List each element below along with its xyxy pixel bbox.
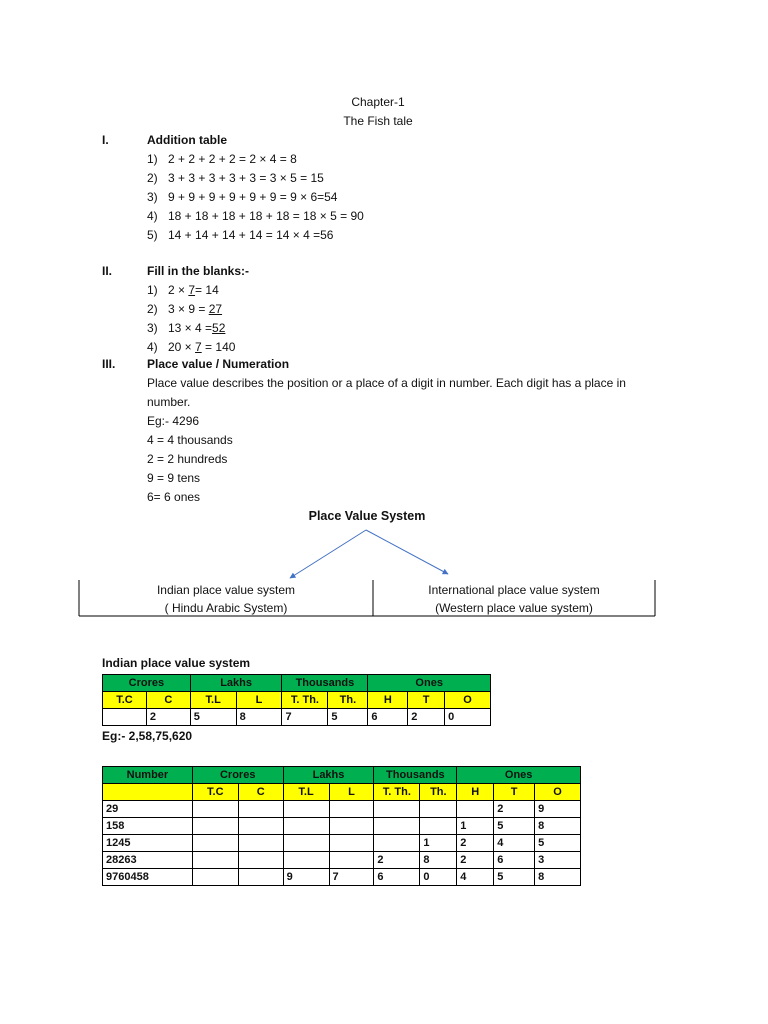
place-header: T — [494, 784, 535, 801]
digit-cell: 0 — [445, 709, 491, 726]
number-cell: 28263 — [103, 852, 193, 869]
digit-cell — [329, 818, 374, 835]
place-header: T. Th. — [374, 784, 420, 801]
digit-cell: 5 — [494, 818, 535, 835]
digit-cell: 2 — [146, 709, 190, 726]
blank-answer: 52 — [212, 321, 226, 335]
digit-cell: 2 — [374, 852, 420, 869]
digit-cell: 2 — [494, 801, 535, 818]
place-header: O — [535, 784, 581, 801]
number-cell: 9760458 — [103, 869, 193, 886]
digit-cell — [283, 801, 329, 818]
chapter-title: The Fish tale — [343, 114, 413, 128]
digit-cell: 5 — [328, 709, 368, 726]
digit-cell: 7 — [329, 869, 374, 886]
place-header: L — [236, 692, 282, 709]
indian-system-sublabel: ( Hindu Arabic System) — [164, 601, 288, 615]
digit-cell: 8 — [535, 869, 581, 886]
group-header: Crores — [103, 675, 191, 692]
list-number: 4) — [147, 340, 158, 354]
digit-cell — [238, 818, 283, 835]
digit-cell: 4 — [457, 869, 494, 886]
digit-cell — [192, 852, 238, 869]
digit-cell — [420, 801, 457, 818]
number-header: Number — [103, 767, 193, 784]
equation-prefix: 13 × 4 = — [168, 321, 213, 335]
digit-cell — [238, 852, 283, 869]
digit-cell: 2 — [457, 835, 494, 852]
place-header: T.L — [190, 692, 236, 709]
addition-equation: 2 + 2 + 2 + 2 = 2 × 4 = 8 — [168, 152, 297, 166]
place-value-chart-table — [102, 766, 581, 886]
list-number: 5) — [147, 228, 158, 242]
equation-prefix: 3 × 9 = — [168, 302, 209, 316]
indian-system-label: Indian place value system — [156, 583, 296, 597]
diagram-title: Place Value System — [308, 509, 426, 523]
place-header: O — [445, 692, 491, 709]
example-line: 4 = 4 thousands — [147, 433, 233, 447]
digit-cell: 2 — [457, 852, 494, 869]
digit-cell: 8 — [420, 852, 457, 869]
digit-cell: 7 — [282, 709, 328, 726]
digit-cell — [283, 852, 329, 869]
digit-cell: 9 — [283, 869, 329, 886]
table-row — [103, 818, 581, 835]
equation-suffix: = 14 — [195, 283, 219, 297]
arrow-left — [290, 530, 366, 578]
blank-answer: 7 — [188, 283, 196, 297]
place-header: L — [329, 784, 374, 801]
digit-cell — [329, 852, 374, 869]
place-header: T.L — [283, 784, 329, 801]
list-number: 3) — [147, 190, 158, 204]
section-numeral-3: III. — [102, 357, 116, 371]
group-header: Thousands — [282, 675, 368, 692]
list-number: 2) — [147, 302, 158, 316]
section-heading-place-value: Place value / Numeration — [147, 357, 290, 371]
digit-cell — [103, 709, 147, 726]
group-header: Ones — [457, 767, 581, 784]
table1-caption: Indian place value system — [102, 656, 251, 670]
section-numeral-2: II. — [102, 264, 113, 278]
digit-cell — [192, 818, 238, 835]
equation-suffix: = 140 — [201, 340, 236, 354]
digit-cell: 2 — [408, 709, 445, 726]
international-system-sublabel: (Western place value system) — [435, 601, 593, 615]
digit-cell — [374, 818, 420, 835]
group-header: Ones — [368, 675, 491, 692]
number-subheader-empty — [103, 784, 193, 801]
number-cell: 1245 — [103, 835, 193, 852]
place-header: T — [408, 692, 445, 709]
place-header: C — [146, 692, 190, 709]
list-number: 2) — [147, 171, 158, 185]
number-cell: 29 — [103, 801, 193, 818]
digit-cell — [283, 818, 329, 835]
arrow-right — [366, 530, 448, 574]
list-number: 1) — [147, 283, 158, 297]
section-numeral-1: I. — [102, 133, 109, 147]
digit-cell — [192, 835, 238, 852]
group-header: Crores — [192, 767, 283, 784]
place-header: T. Th. — [282, 692, 328, 709]
table-row — [103, 869, 581, 886]
table-row — [103, 801, 581, 818]
place-value-description-line2: number. — [147, 395, 191, 409]
digit-cell — [192, 801, 238, 818]
digit-cell: 5 — [494, 869, 535, 886]
table-row — [103, 852, 581, 869]
group-header: Lakhs — [190, 675, 282, 692]
digit-cell — [374, 801, 420, 818]
place-header: Th. — [420, 784, 457, 801]
place-header: C — [238, 784, 283, 801]
digit-cell: 1 — [457, 818, 494, 835]
digit-cell — [192, 869, 238, 886]
indian-place-value-table — [102, 674, 491, 726]
digit-cell: 6 — [368, 709, 408, 726]
international-system-label: International place value system — [428, 583, 600, 597]
digit-cell: 0 — [420, 869, 457, 886]
digit-cell — [374, 835, 420, 852]
place-header: Th. — [328, 692, 368, 709]
addition-equation: 18 + 18 + 18 + 18 + 18 = 18 × 5 = 90 — [168, 209, 364, 223]
addition-equation: 3 + 3 + 3 + 3 + 3 = 3 × 5 = 15 — [168, 171, 324, 185]
digit-cell: 1 — [420, 835, 457, 852]
example-line: 2 = 2 hundreds — [147, 452, 228, 466]
digit-cell: 6 — [494, 852, 535, 869]
number-cell: 158 — [103, 818, 193, 835]
digit-cell — [329, 801, 374, 818]
equation-prefix: 20 × — [168, 340, 196, 354]
example-line: 9 = 9 tens — [147, 471, 201, 485]
list-number: 1) — [147, 152, 158, 166]
place-header: T.C — [103, 692, 147, 709]
place-value-description-line1: Place value describes the position or a place of a digit in number. Each digit has a place in — [147, 376, 626, 390]
addition-equation: 14 + 14 + 14 + 14 = 14 × 4 =56 — [168, 228, 334, 242]
digit-cell — [457, 801, 494, 818]
addition-equation: 9 + 9 + 9 + 9 + 9 + 9 = 9 × 6=54 — [168, 190, 338, 204]
blank-answer: 7 — [195, 340, 202, 354]
digit-cell: 8 — [236, 709, 282, 726]
group-header: Lakhs — [283, 767, 374, 784]
section-heading-addition: Addition table — [147, 133, 227, 147]
list-number: 3) — [147, 321, 158, 335]
digit-cell: 8 — [535, 818, 581, 835]
blank-answer: 27 — [208, 302, 223, 316]
digit-cell — [238, 835, 283, 852]
place-header: T.C — [192, 784, 238, 801]
digit-cell: 5 — [190, 709, 236, 726]
group-header: Thousands — [374, 767, 457, 784]
equation-prefix: 2 × — [168, 283, 189, 297]
example-line: Eg:- 4296 — [147, 414, 200, 428]
example-line: 6= 6 ones — [147, 490, 201, 504]
digit-cell — [420, 818, 457, 835]
digit-cell: 6 — [374, 869, 420, 886]
place-header: H — [457, 784, 494, 801]
digit-cell: 4 — [494, 835, 535, 852]
table-row — [103, 835, 581, 852]
table1-example: Eg:- 2,58,75,620 — [102, 729, 193, 743]
list-number: 4) — [147, 209, 158, 223]
place-header: H — [368, 692, 408, 709]
digit-cell — [329, 835, 374, 852]
digit-cell — [283, 835, 329, 852]
digit-cell: 9 — [535, 801, 581, 818]
digit-cell — [238, 801, 283, 818]
chapter-label: Chapter-1 — [351, 95, 405, 109]
digit-cell: 3 — [535, 852, 581, 869]
digit-cell: 5 — [535, 835, 581, 852]
digit-cell — [238, 869, 283, 886]
section-heading-fill-blanks: Fill in the blanks:- — [147, 264, 250, 278]
